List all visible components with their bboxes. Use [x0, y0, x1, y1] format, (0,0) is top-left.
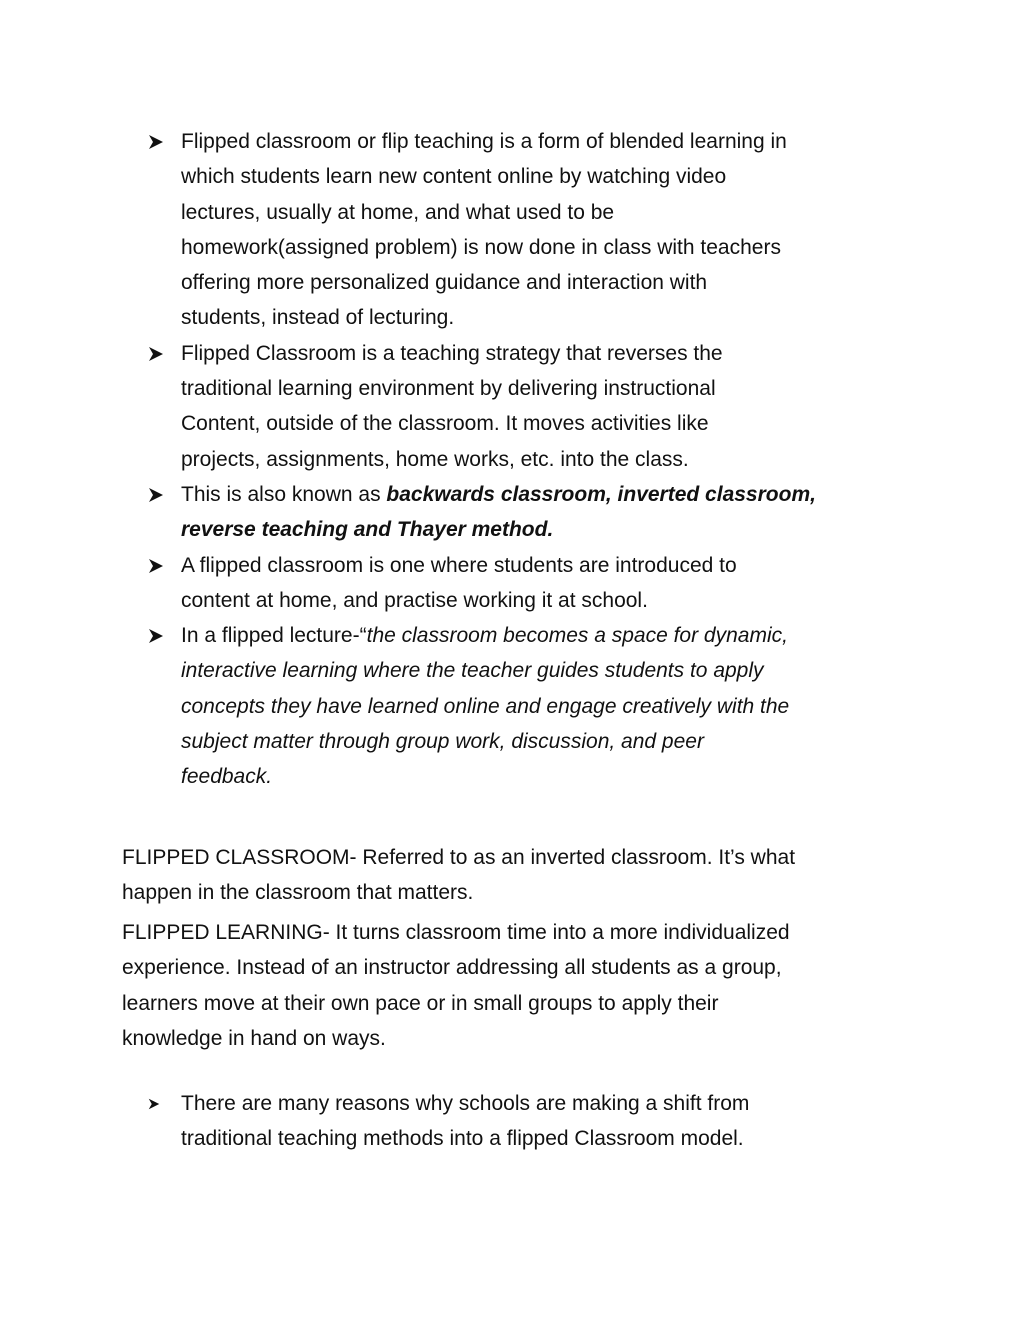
text-line: homework(assigned problem) is now done in class with teachers: [181, 235, 781, 259]
quote-text: feedback.: [181, 765, 273, 789]
quote-text: the classroom becomes a space for dynamic,: [366, 624, 788, 648]
text-line: happen in the classroom that matters.: [122, 881, 474, 905]
definition-paragraph: [122, 915, 902, 1056]
text-line: offering more personalized guidance and interaction with: [181, 271, 708, 295]
text-line: Flipped Classroom is a teaching strategy that reverses the: [181, 341, 723, 365]
text-line: FLIPPED CLASSROOM- Referred to as an inverted classroom. It’s what: [122, 846, 796, 869]
list-item: [0, 477, 901, 548]
text-line: FLIPPED LEARNING- It turns classroom time into a more individualized: [122, 921, 790, 944]
text-line: students, instead of lecturing.: [181, 306, 455, 330]
text-line: This is also known as: [181, 482, 387, 506]
text-line: traditional learning environment by delivering instructional: [181, 377, 716, 401]
text-line: projects, assignments, home works, etc. into the class.: [181, 447, 689, 471]
list-item: [0, 1086, 901, 1157]
text-line: knowledge in hand on ways.: [122, 1026, 386, 1050]
text-line: Content, outside of the classroom. It moves activities like: [181, 412, 709, 436]
text-line: There are many reasons why schools are making a shift from: [181, 1092, 750, 1115]
list-item: [0, 618, 901, 794]
arrowhead-bullet-icon: [148, 1086, 168, 1121]
arrowhead-bullet-icon: [148, 477, 168, 512]
text-line: traditional teaching methods into a flipped Classroom model.: [181, 1127, 744, 1151]
text-line: learners move at their own pace or in small groups to apply their: [122, 991, 719, 1015]
arrowhead-bullet-icon: [148, 618, 168, 653]
emphasis-text: reverse teaching and Thayer method.: [181, 518, 554, 542]
bullet-list: [0, 124, 1024, 795]
text-line: Flipped classroom or flip teaching is a form of blended learning in: [181, 130, 787, 153]
bullet-list: [0, 1086, 1024, 1157]
text-line: A flipped classroom is one where students are introduced to: [181, 553, 737, 577]
arrowhead-bullet-icon: [148, 124, 168, 159]
quote-text: interactive learning where the teacher guides students to apply: [181, 659, 764, 683]
arrowhead-bullet-icon: [148, 336, 168, 371]
text-line: In a flipped lecture-“: [181, 624, 367, 648]
definition-paragraph: [122, 840, 902, 911]
emphasis-text: backwards classroom, inverted classroom,: [386, 482, 816, 506]
list-item: [0, 336, 901, 477]
arrowhead-bullet-icon: [148, 548, 168, 583]
text-line: which students learn new content online by watching video: [181, 165, 727, 189]
text-line: experience. Instead of an instructor addressing all students as a group,: [122, 956, 782, 980]
list-item: [0, 124, 901, 336]
text-line: lectures, usually at home, and what used to be: [181, 200, 615, 224]
list-item: [0, 548, 901, 619]
quote-text: concepts they have learned online and engage creatively with the: [181, 694, 790, 718]
text-line: content at home, and practise working it at school.: [181, 588, 648, 612]
quote-text: subject matter through group work, discussion, and peer: [181, 730, 704, 754]
